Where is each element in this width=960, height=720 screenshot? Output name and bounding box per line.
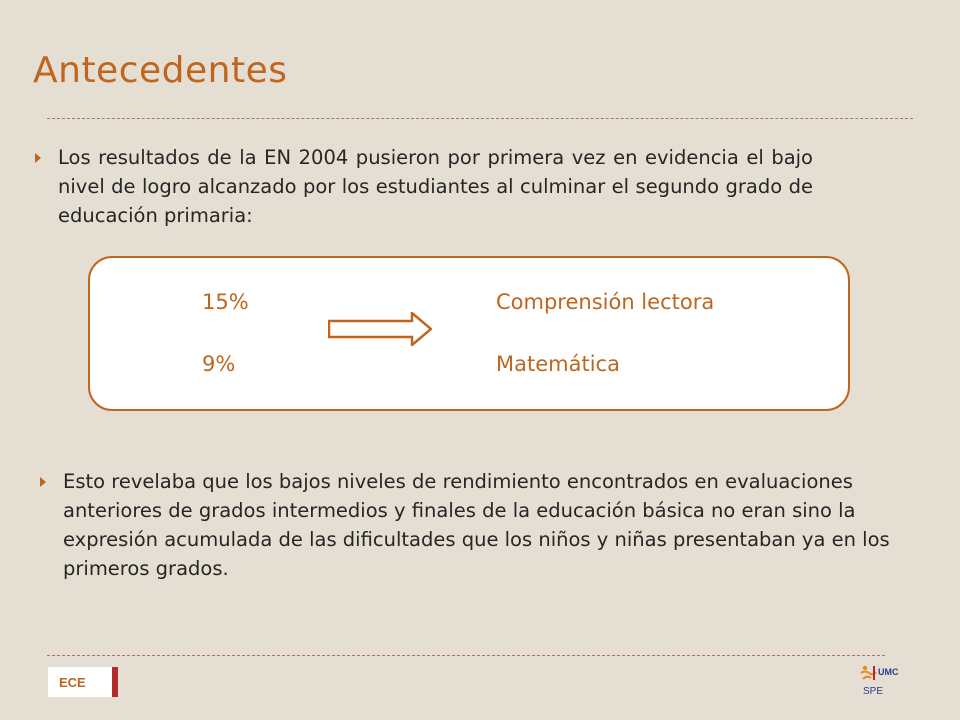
bullet-text-1: Los resultados de la EN 2004 pusieron por primera vez en evidencia el bajo nivel de logro alcanzado por los estudiantes al culminar el segundo grado de educación primaria: bbox=[58, 146, 813, 227]
bullet-arrow-icon bbox=[35, 153, 41, 163]
result-percent: 15% bbox=[202, 290, 249, 314]
bullet-item-2 bbox=[40, 467, 890, 583]
slide-title: Antecedentes bbox=[33, 50, 288, 91]
umc-logo bbox=[855, 664, 905, 704]
top-divider bbox=[47, 118, 913, 119]
bullet-arrow-icon bbox=[40, 477, 46, 487]
result-percent: 9% bbox=[202, 352, 236, 376]
right-arrow-icon bbox=[328, 312, 432, 346]
ece-badge-label: ECE bbox=[59, 674, 86, 690]
logo-subtitle: SPE bbox=[863, 686, 884, 697]
bullet-text-2: Esto revelaba que los bajos niveles de rendimiento encontrados en evaluaciones anteriores de grados intermedios y finales de la educación básica no eran sino la expresión acumulada de las dificultades que los niños y niñas presentaban ya en los primeros grados. bbox=[63, 470, 890, 580]
bullet-item-1 bbox=[35, 143, 813, 230]
bottom-divider bbox=[47, 655, 885, 656]
ece-badge bbox=[48, 667, 118, 697]
figure-logo-icon bbox=[859, 664, 877, 682]
result-area: Matemática bbox=[496, 352, 620, 376]
badge-stripe bbox=[112, 667, 118, 697]
logo-text: UMC bbox=[878, 667, 899, 677]
result-area: Comprensión lectora bbox=[496, 290, 715, 314]
results-panel bbox=[88, 256, 850, 411]
